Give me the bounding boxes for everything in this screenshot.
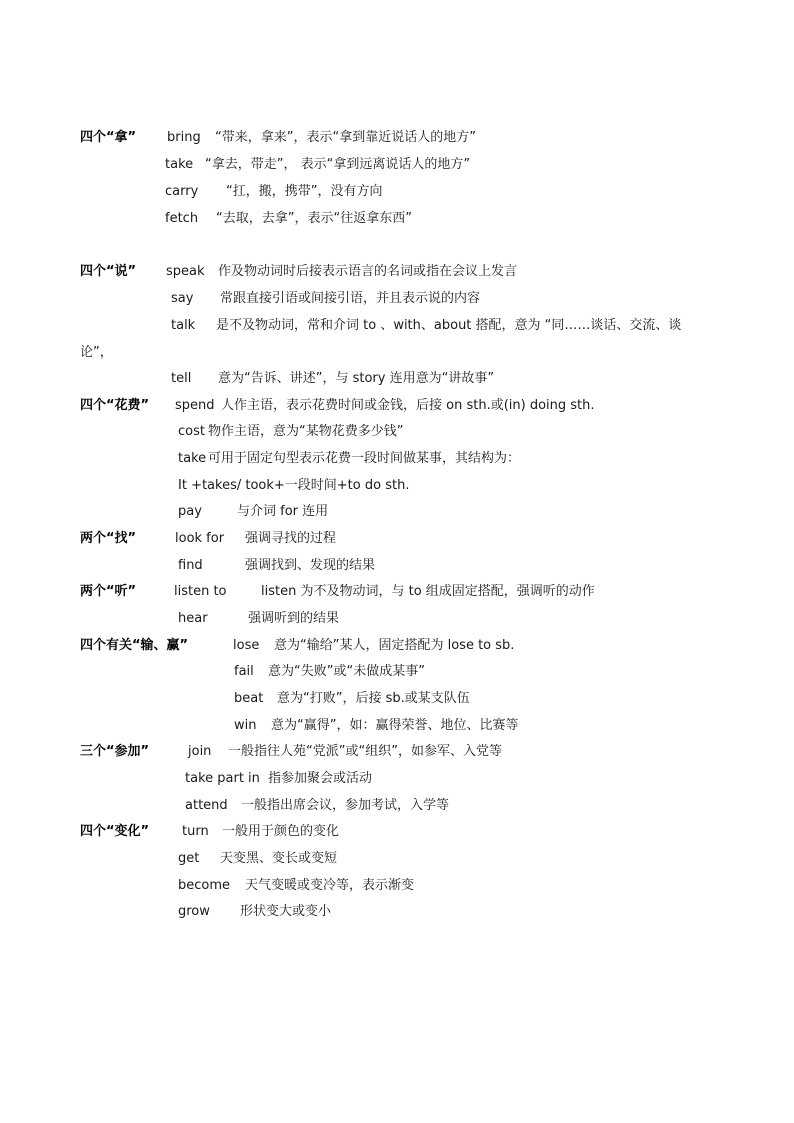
word: bring xyxy=(167,130,201,145)
description: 一般指往人苑“党派”或“组织”，如参军、入党等 xyxy=(228,744,502,759)
description: 强调听到的结果 xyxy=(248,611,340,626)
group-heading: 两个“找” xyxy=(80,531,137,546)
word: get xyxy=(178,851,200,866)
description: 意为“打败”，后接 sb.或某支队伍 xyxy=(277,691,470,706)
description: 意为“赢得”，如：赢得荣誉、地位、比赛等 xyxy=(271,718,519,733)
word: take part in xyxy=(185,771,260,786)
group-heading: 四个“说” xyxy=(80,264,137,279)
word: become xyxy=(178,878,231,893)
word: take xyxy=(165,157,194,172)
word: say xyxy=(171,291,194,306)
description: “带来，拿来”，表示“拿到靠近说话人的地方” xyxy=(215,130,476,145)
word: talk xyxy=(171,318,196,333)
word: look for xyxy=(175,531,225,546)
word: pay xyxy=(178,504,202,519)
word: hear xyxy=(178,611,208,626)
description: “去取，去拿”，表示“往返拿东西” xyxy=(216,211,412,226)
description: 意为“失败”或“未做成某事” xyxy=(268,664,425,679)
description: 常跟直接引语或间接引语，并且表示说的内容 xyxy=(220,291,481,306)
description: 一般指出席会议，参加考试，入学等 xyxy=(241,798,450,813)
group-heading: 四个“变化” xyxy=(80,824,150,839)
group-heading: 四个有关“输、赢” xyxy=(80,638,189,653)
word: listen to xyxy=(174,584,227,599)
group-heading: 两个“听” xyxy=(80,584,137,599)
word: fetch xyxy=(165,211,199,226)
word: grow xyxy=(178,904,210,919)
word: spend xyxy=(175,398,215,413)
description: 与介词 for 连用 xyxy=(237,504,329,519)
description: 形状变大或变小 xyxy=(240,904,332,919)
word: join xyxy=(188,744,212,759)
description: 意为“输给”某人，固定搭配为 lose to sb. xyxy=(274,638,515,653)
word: cost xyxy=(178,424,205,439)
description: 天气变暖或变冷等，表示渐变 xyxy=(245,878,415,893)
description: 作及物动词时后接表示语言的名词或指在会议上发言 xyxy=(218,264,518,279)
description: 一般用于颜色的变化 xyxy=(222,824,340,839)
description: “扛，搬，携带”，没有方向 xyxy=(226,184,383,199)
word: fail xyxy=(234,664,254,679)
description: 强调找到、发现的结果 xyxy=(245,558,376,573)
word: attend xyxy=(185,798,228,813)
description-continued: 论”， xyxy=(80,345,113,360)
group-heading: 四个“花费” xyxy=(80,398,150,413)
description: 指参加聚会或活动 xyxy=(268,771,373,786)
description: 天变黑、变长或变短 xyxy=(220,851,338,866)
description: listen 为不及物动词，与 to 组成固定搭配，强调听的动作 xyxy=(261,584,595,599)
word: beat xyxy=(234,691,264,706)
word: speak xyxy=(166,264,205,279)
word: win xyxy=(234,718,257,733)
description: 强调寻找的过程 xyxy=(245,531,337,546)
word: turn xyxy=(182,824,209,839)
description: 可用于固定句型表示花费一段时间做某事，其结构为： xyxy=(208,451,521,466)
description: “拿去，带走”， 表示“拿到远离说话人的地方” xyxy=(205,157,471,172)
description: 意为“告诉、讲述”，与 story 连用意为“讲故事” xyxy=(218,371,495,386)
word: tell xyxy=(171,371,192,386)
word: find xyxy=(178,558,203,573)
word: lose xyxy=(233,638,260,653)
formula: It +takes/ took+一段时间+to do sth. xyxy=(178,478,410,493)
group-heading: 三个“参加” xyxy=(80,744,150,759)
word: take xyxy=(178,451,207,466)
description: 物作主语，意为“某物花费多少钱” xyxy=(208,424,404,439)
description: 人作主语，表示花费时间或金钱，后接 on sth.或(in) doing sth. xyxy=(221,398,595,413)
description: 是不及物动词，常和介词 to 、with、about 搭配，意为 “同……谈话、交流、谈 xyxy=(216,318,682,333)
group-heading: 四个“拿” xyxy=(80,130,137,145)
word: carry xyxy=(165,184,199,199)
